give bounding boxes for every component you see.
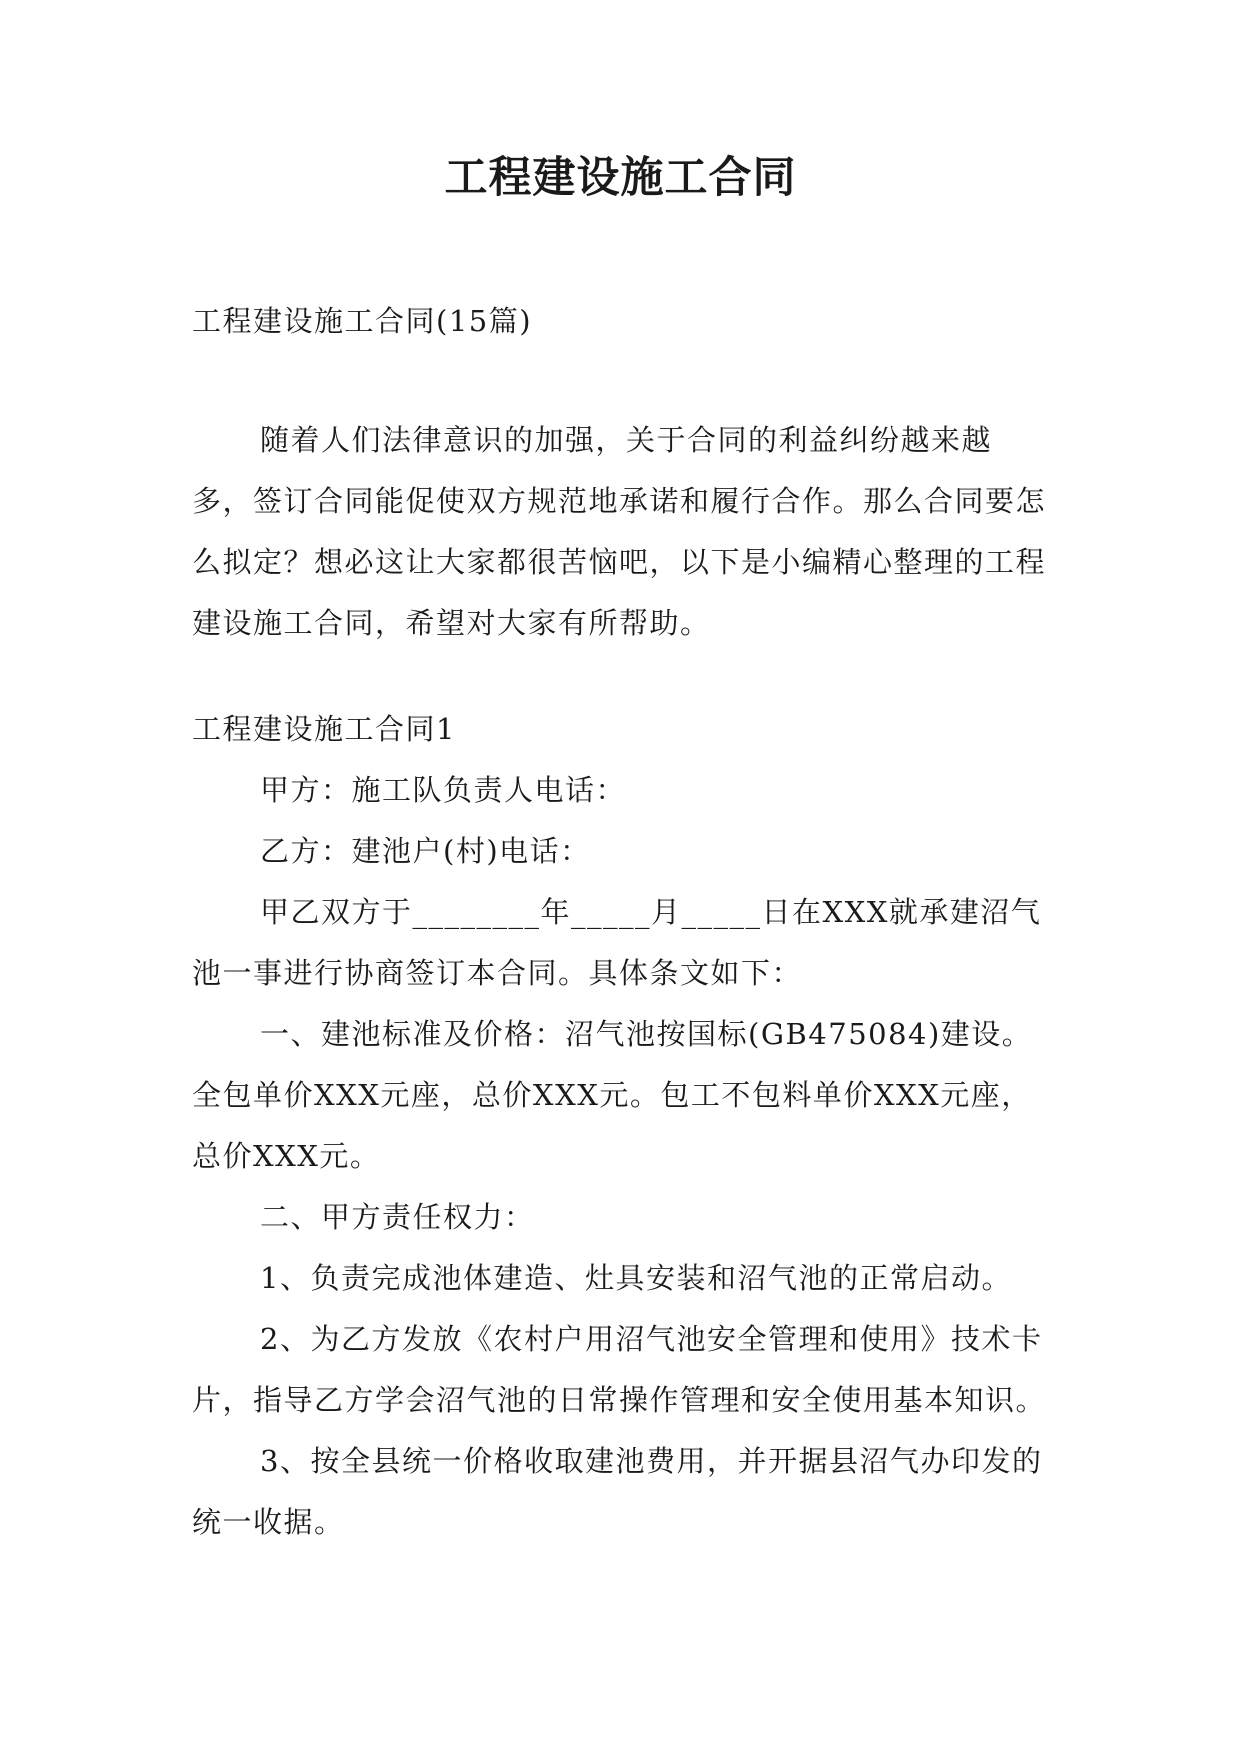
clause-2-item-1: 1、负责完成池体建造、灶具安装和沼气池的正常启动。 — [260, 1261, 1012, 1295]
clause-2-item-3: 3、按全县统一价格收取建池费用，并开据县沼气办印发的统一收据。 — [192, 1444, 1043, 1539]
party-b-line: 乙方：建池户(村)电话： — [260, 834, 591, 868]
clause-2-heading: 二、甲方责任权力： — [260, 1200, 535, 1234]
section-heading: 工程建设施工合同1 — [192, 712, 456, 746]
document-body — [192, 291, 1052, 1553]
clause-2-item-2: 2、为乙方发放《农村户用沼气池安全管理和使用》技术卡片，指导乙方学会沼气池的日常操作管理和安全使用基本知识。 — [192, 1322, 1047, 1417]
clause-1-standard-price: 一、建池标准及价格：沼气池按国标(GB475084)建设。全包单价XXX元座，总价XXX元。包工不包料单价XXX元座，总价XXX元。 — [192, 1017, 1033, 1173]
document-title: 工程建设施工合同 — [444, 153, 797, 203]
document-subtitle: 工程建设施工合同(15篇) — [192, 304, 533, 338]
intro-paragraph: 随着人们法律意识的加强，关于合同的利益纠纷越来越多，签订合同能促使双方规范地承诺和履行合作。那么合同要怎么拟定？想必这让大家都很苦恼吧，以下是小编精心整理的工程建设施工合同，希望对大家有所帮助。 — [192, 423, 1047, 640]
agreement-paragraph: 甲乙双方于________年_____月_____日在XXX就承建沼气池一事进行协商签订本合同。具体条文如下： — [192, 895, 1042, 990]
party-a-line: 甲方：施工队负责人电话： — [260, 773, 627, 807]
spacer — [192, 352, 1052, 410]
spacer — [192, 654, 1052, 699]
